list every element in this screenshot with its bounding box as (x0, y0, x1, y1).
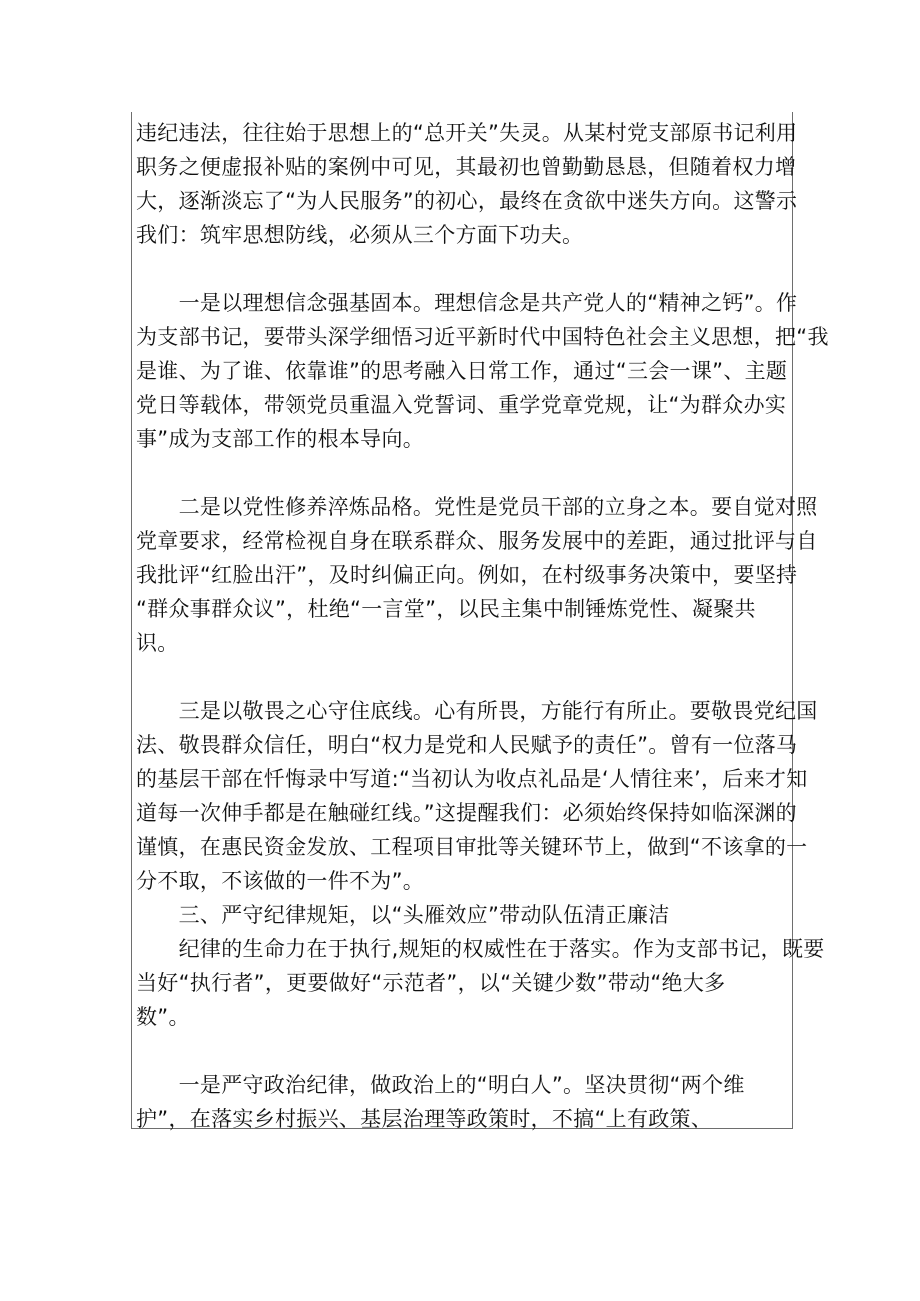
text-line: 是谁、为了谁、依靠谁”的思考融入日常工作，通过“三会一课”、主题 (136, 359, 788, 383)
text-line: 道每一次伸手都是在触碰红线。”这提醒我们：必须始终保持如临深渊的 (136, 801, 797, 825)
text-line: 的基层干部在忏悔录中写道:“当初认为收点礼品是‘人情往来’，后来才知 (136, 767, 808, 791)
text-line: 数”。 (136, 1005, 190, 1029)
paragraph (136, 694, 825, 1034)
text-line: 大，逐渐淡忘了“为人民服务”的初心，最终在贪欲中迷失方向。这警示 (136, 189, 798, 213)
text-line: 谨慎，在惠民资金发放、工程项目审批等关键环节上，做到“不该拿的一 (136, 835, 808, 859)
text-line: 识。 (136, 631, 179, 655)
text-line: 我批评“红脸出汗”，及时纠偏正向。例如，在村级事务决策中，要坚持 (136, 563, 798, 587)
paragraph (136, 116, 798, 252)
paragraph (136, 490, 818, 660)
text-line: 一是以理想信念强基固本。理想信念是共产党人的“精神之钙”。作 (136, 291, 798, 315)
text-line: 纪律的生命力在于执行,规矩的权威性在于落实。作为支部书记，既要 (136, 937, 825, 961)
text-line: 事”成为支部工作的根本导向。 (136, 427, 425, 451)
text-line: 三是以敬畏之心守住底线。心有所畏，方能行有所止。要敬畏党纪国 (136, 699, 818, 723)
text-line: 党日等载体，带领党员重温入党誓词、重学党章党规，让“为群众办实 (136, 393, 787, 417)
text-line: 职务之便虚报补贴的案例中可见，其最初也曾勤勤恳恳，但随着权力增 (136, 155, 797, 179)
text-line: 一是严守政治纪律，做政治上的“明白人”。坚决贯彻“两个维 (136, 1073, 745, 1097)
text-line: 我们：筑牢思想防线，必须从三个方面下功夫。 (136, 223, 584, 247)
text-line: 党章要求，经常检视自身在联系群众、服务发展中的差距，通过批评与自 (136, 529, 818, 553)
text-line: 二是以党性修养淬炼品格。党性是党员干部的立身之本。要自觉对照 (136, 495, 818, 519)
paragraph (136, 286, 829, 456)
text-line: “群众事群众议”，杜绝“一言堂”，以民主集中制锤炼党性、凝聚共 (136, 597, 756, 621)
text-line: 分不取，不该做的一件不为”。 (136, 869, 425, 893)
paragraph (136, 1068, 792, 1136)
text-line: 三、严守纪律规矩，以“头雁效应”带动队伍清正廉洁 (136, 903, 670, 927)
text-line: 违纪违法，往往始于思想上的“总开关”失灵。从某村党支部原书记利用 (136, 121, 798, 145)
paragraph-gap (136, 456, 792, 490)
paragraph-gap (136, 1034, 792, 1068)
text-line: 当好“执行者”，更要做好“示范者”，以“关键少数”带动“绝大多 (136, 971, 726, 995)
paragraph-gap (136, 660, 792, 694)
text-line: 法、敬畏群众信任，明白“权力是党和人民赋予的责任”。曾有一位落马 (136, 733, 798, 757)
text-line: 为支部书记，要带头深学细悟习近平新时代中国特色社会主义思想，把“我 (136, 325, 829, 349)
paragraph-gap (136, 252, 792, 286)
text-line: 护”，在落实乡村振兴、基层治理等政策时，不搞“上有政策、 (136, 1107, 713, 1131)
document-body (136, 116, 829, 1136)
